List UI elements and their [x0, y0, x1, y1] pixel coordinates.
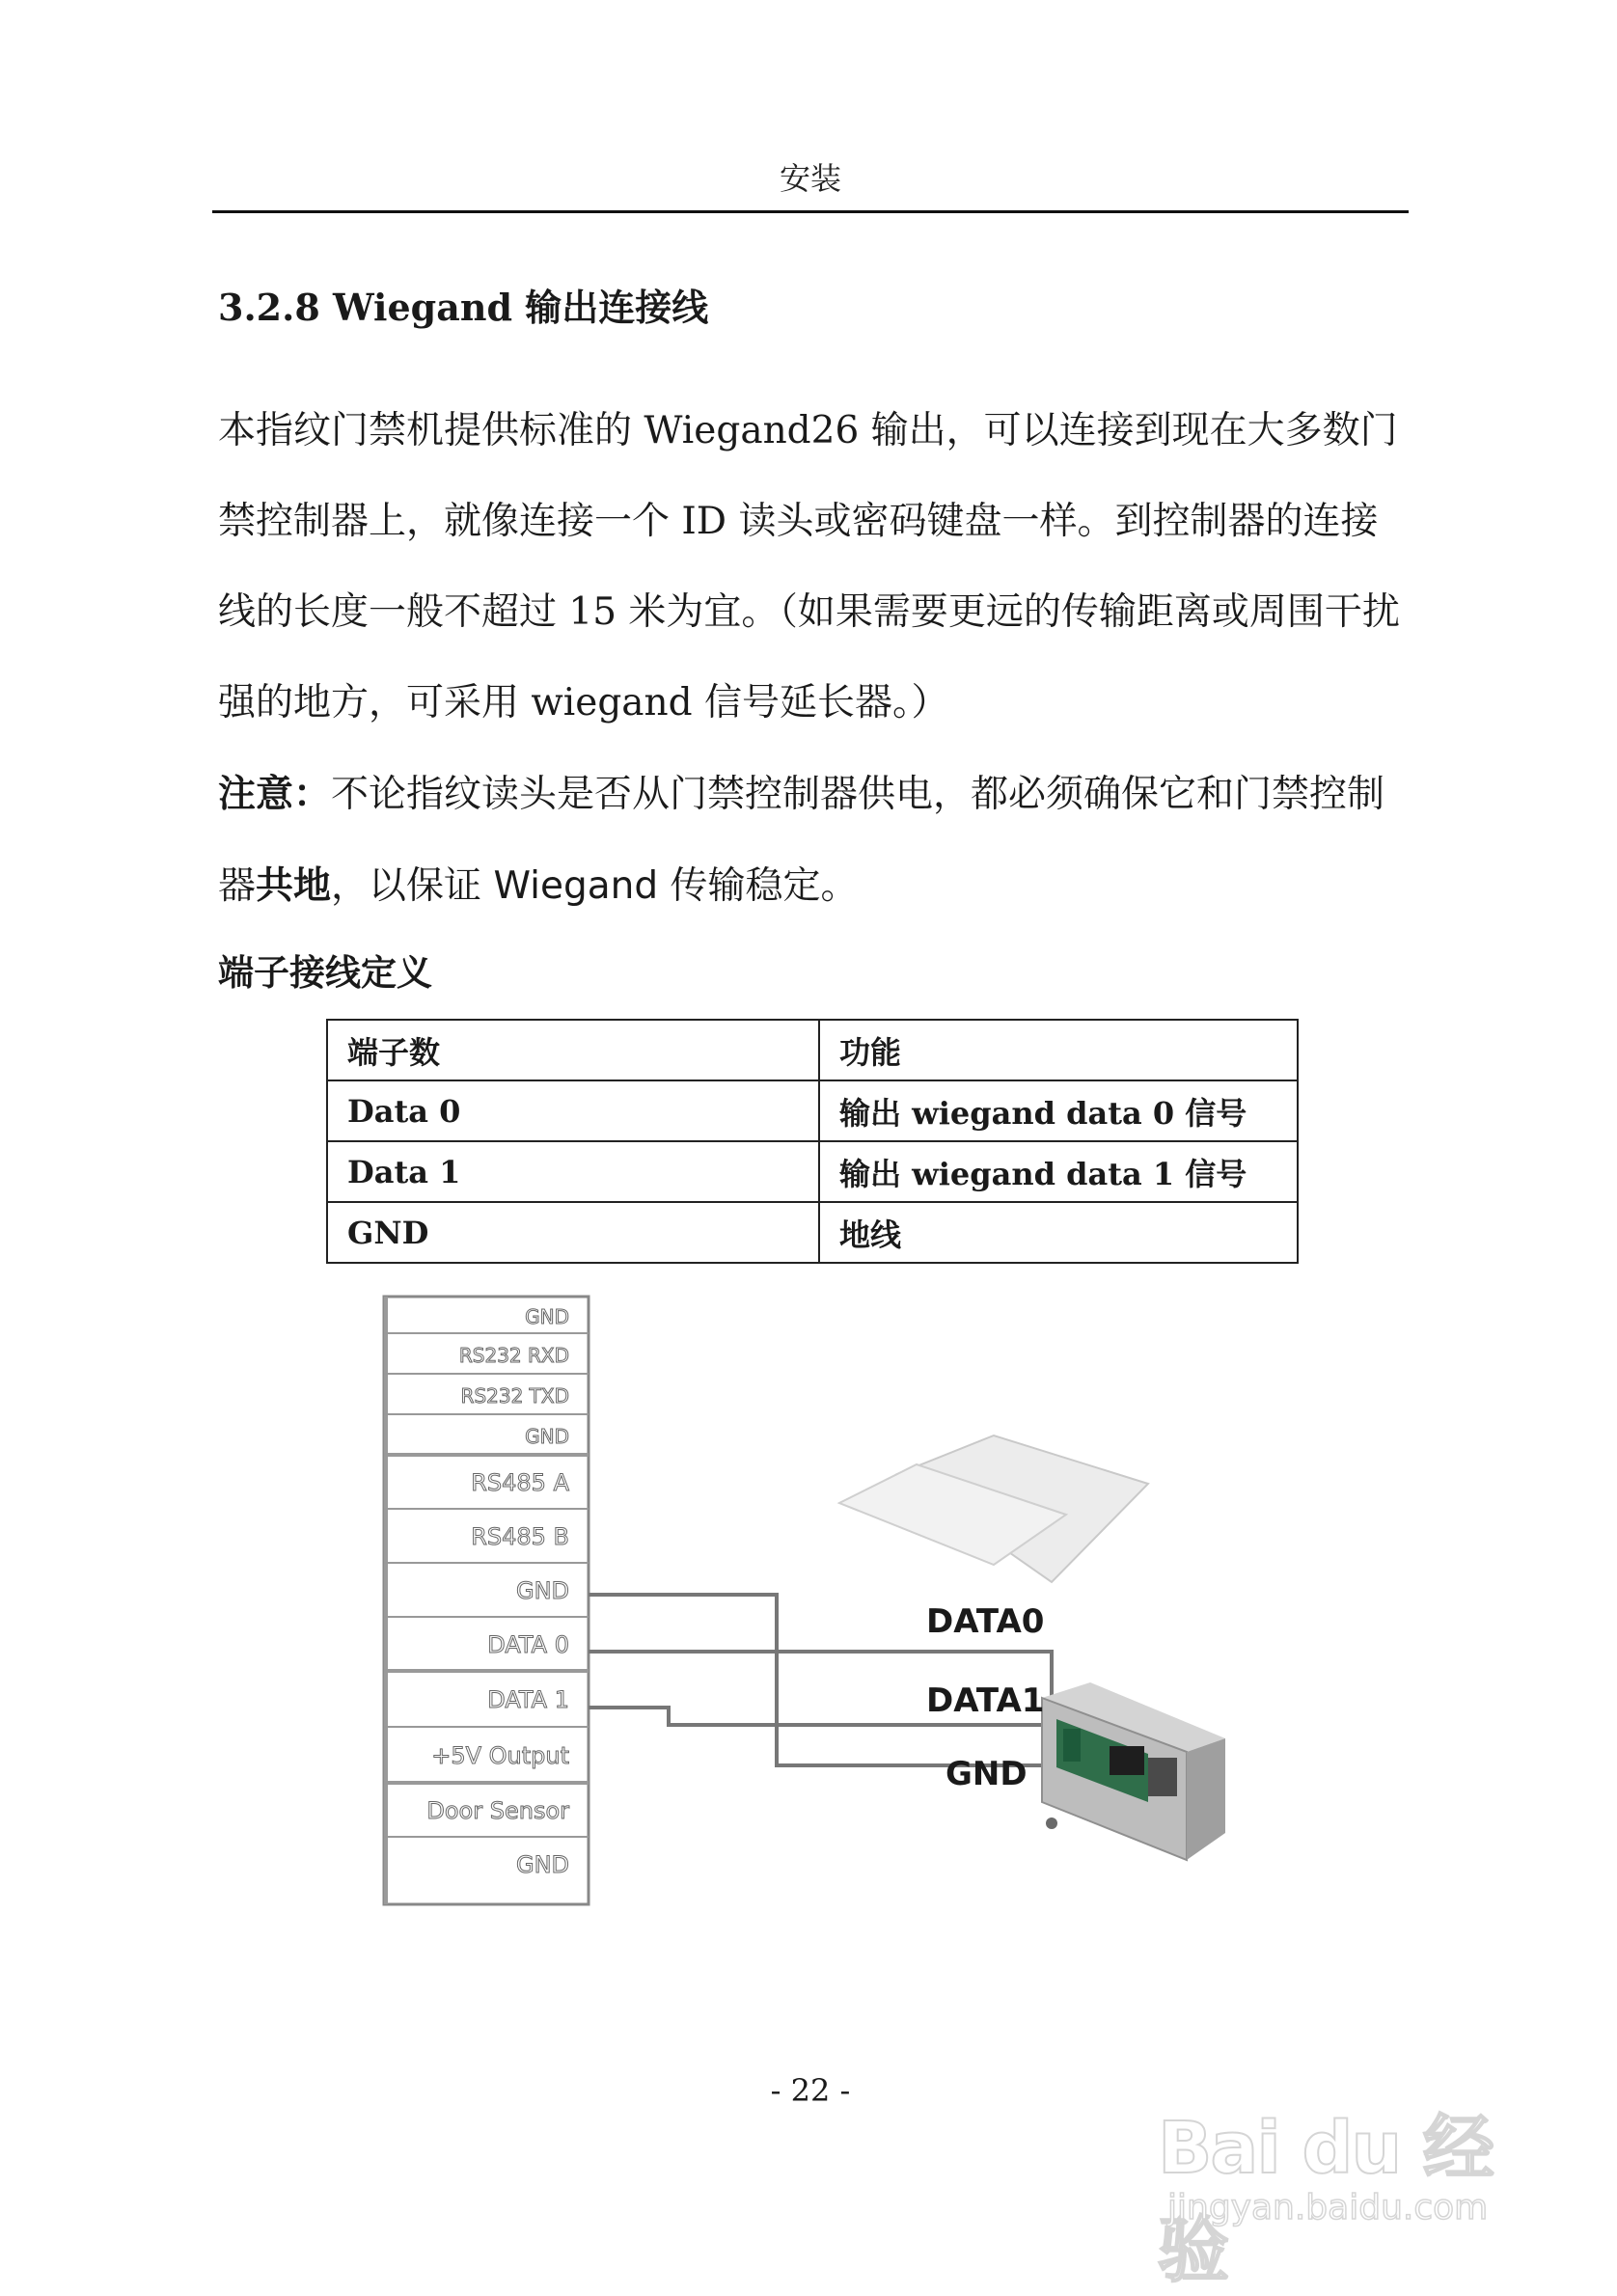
terminal-table [326, 1019, 1299, 1264]
paragraph-main: 本指纹门禁机提供标准的 Wiegand26 输出，可以连接到现在大多数门禁控制器上，就像连接一个 ID 读头或密码键盘一样。到控制器的连接线的长度一般不超过 15 米为宜。（如果需要更远的传输距离或周围干扰强的地方，可采用 wiegand 信号延长器。） [218, 409, 1400, 724]
page-header: 安装 [779, 160, 841, 197]
table-cell: Data 1 [327, 1141, 819, 1202]
baidu-watermark [1148, 2053, 1553, 2292]
terminal-label: DATA 0 [487, 1631, 569, 1658]
note-text-after: 传输稳定。 [658, 864, 859, 908]
watermark-logo: Bai du 经验 [1158, 2107, 1493, 2292]
table-header-row [327, 1020, 1298, 1080]
table-cell: Data 0 [327, 1080, 819, 1141]
table-cell: 输出 wiegand data 0 信号 [819, 1080, 1298, 1141]
controller-device [839, 1435, 1225, 1860]
terminal-label: +5V Output [431, 1742, 569, 1769]
terminal-label: Door Sensor [426, 1797, 569, 1824]
terminal-label: RS485 A [471, 1469, 569, 1496]
table-title: 端子接线定义 [218, 951, 432, 994]
controller-label: DATA1 [926, 1681, 1045, 1720]
terminal-block [384, 1297, 589, 1904]
controller-label: DATA0 [926, 1602, 1045, 1641]
note-bold-word: 共地 [256, 863, 332, 908]
note-text-mid: ，以保证 [331, 864, 494, 908]
terminal-label: DATA 1 [487, 1686, 569, 1713]
table-cell: GND [327, 1202, 819, 1263]
table-cell: 输出 wiegand data 1 信号 [819, 1141, 1298, 1202]
table-header-cell: 功能 [819, 1020, 1298, 1080]
terminal-label: GND [515, 1577, 569, 1604]
wiegand-wiring-diagram [376, 1293, 1245, 1910]
note-sans-word: Wiegand [493, 864, 659, 908]
terminal-label: GND [525, 1425, 569, 1448]
paragraph-note [218, 749, 1405, 932]
table-row [327, 1202, 1298, 1263]
note-label: 注意： [218, 772, 332, 816]
table-row [327, 1080, 1298, 1141]
terminal-label: RS485 B [471, 1523, 569, 1550]
terminal-label: RS232 RXD [458, 1344, 569, 1367]
terminal-label: GND [525, 1305, 569, 1328]
terminal-label: GND [515, 1851, 569, 1878]
page-number: - 22 - [770, 2072, 851, 2109]
table-row [327, 1141, 1298, 1202]
table-header-cell: 端子数 [327, 1020, 819, 1080]
terminal-label: RS232 TXD [460, 1384, 569, 1408]
note-text-before: 不论指纹读头是否从门禁控制器供电，都必须确保它和门禁控制器 [218, 773, 1385, 908]
controller-label: GND [946, 1755, 1028, 1793]
watermark-url: jingyan.baidu.com [1167, 2188, 1489, 2228]
header-rule [212, 210, 1409, 213]
section-title: 3.2.8 Wiegand 输出连接线 [218, 286, 709, 329]
table-cell: 地线 [819, 1202, 1298, 1263]
